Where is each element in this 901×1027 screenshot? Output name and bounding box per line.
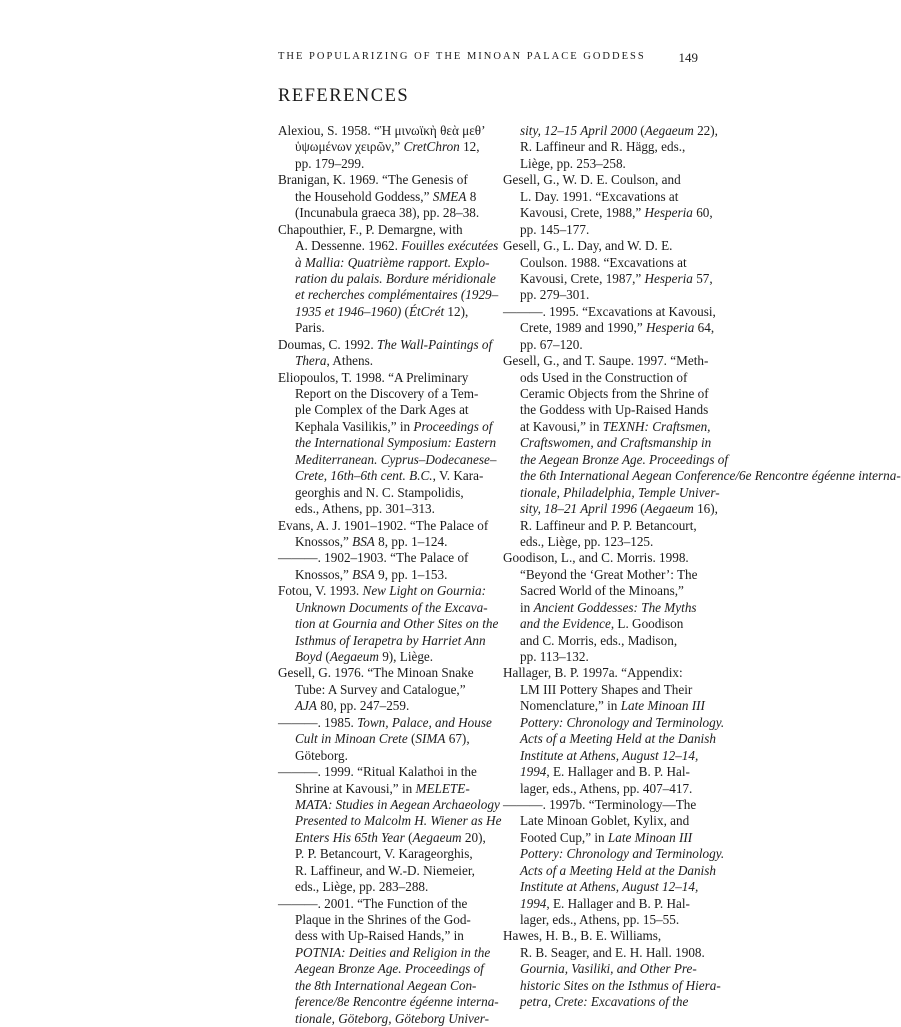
reference-text: (: [322, 649, 330, 664]
reference-text: R. B. Seager, and E. H. Hall. 1908.: [520, 944, 705, 960]
reference-italic-text: Cult in Minoan Crete: [295, 731, 408, 747]
reference-italic-text: BSA: [352, 566, 375, 582]
reference-line: [278, 501, 486, 517]
reference-italic-text: Aegean Bronze Age. Proceedings of: [295, 961, 484, 977]
reference-text: 57,: [692, 270, 713, 286]
reference-text: Shrine at Kavousi,” in: [295, 780, 416, 796]
reference-line: [278, 402, 486, 418]
reference-line: [503, 748, 711, 764]
reference-text: (: [401, 303, 409, 319]
reference-italic-text: 1994: [520, 895, 547, 911]
reference-text: 20),: [461, 829, 486, 845]
reference-line: [278, 172, 486, 188]
reference-entry: [503, 353, 901, 550]
reference-line: [503, 567, 711, 583]
reference-line: [503, 665, 711, 681]
reference-line: [278, 928, 486, 944]
reference-text: pp. 145–177.: [520, 221, 590, 237]
reference-text: lager, eds., Athens, pp. 15–55.: [520, 912, 680, 927]
reference-line: [278, 304, 486, 320]
reference-italic-text: 1994: [520, 764, 547, 780]
reference-italic-text: CretChron: [403, 139, 460, 155]
reference-italic-text: 1935 et 1946–1960): [295, 303, 402, 319]
reference-line: [278, 830, 486, 846]
reference-line: [503, 714, 725, 731]
reference-text: (Incunabula graeca 38), pp. 28–38.: [295, 205, 480, 221]
reference-italic-text: et recherches complémentaires (1929–: [295, 287, 499, 303]
reference-entry: [503, 796, 725, 929]
reference-italic-text: sity, 18–21 April 1996: [520, 501, 637, 517]
reference-line: [278, 796, 500, 813]
reference-entry: [278, 550, 486, 583]
reference-line: [278, 238, 499, 254]
reference-italic-text: Aegaeum: [329, 649, 379, 664]
reference-text: (: [637, 501, 645, 517]
reference-line: [278, 468, 486, 484]
reference-italic-text: Mediterranean. Cyprus–Dodecanese–: [295, 451, 497, 467]
reference-line: [278, 336, 493, 353]
reference-entry: [278, 517, 489, 551]
reference-line: [278, 517, 489, 534]
reference-text: eds., Liège, pp. 123–125.: [520, 533, 654, 549]
reference-line: [278, 254, 490, 271]
reference-text: Evans, A. J. 1901–1902. “The Palace of: [278, 517, 489, 533]
reference-text: Chapouthier, F., P. Demargne, with: [278, 221, 463, 237]
reference-italic-text: TEXNH: Craftsmen,: [602, 418, 711, 434]
reference-italic-text: historic Sites on the Isthmus of Hiera-: [520, 977, 721, 993]
reference-text: lager, eds., Athens, pp. 407–417.: [520, 780, 693, 796]
reference-text: ———. 1995. “Excavations at Kavousi,: [503, 303, 716, 319]
reference-text: Gesell, G. 1976. “The Minoan Snake: [278, 665, 474, 681]
reference-entry: [278, 895, 499, 1027]
reference-line: [278, 649, 486, 665]
reference-text: Gesell, G., W. D. E. Coulson, and: [503, 172, 681, 188]
reference-italic-text: Enters His 65th Year: [295, 829, 405, 845]
reference-italic-text: sity, 12–15 April 2000: [520, 123, 637, 138]
reference-text: 8, pp. 1–124.: [374, 533, 448, 549]
reference-italic-text: and the Evidence: [520, 616, 611, 632]
reference-text: P. P. Betancourt, V. Karageorghis,: [295, 846, 473, 862]
reference-line: [278, 205, 486, 221]
reference-italic-text: petra, Crete: Excavations of the: [520, 994, 689, 1010]
reference-line: [503, 781, 711, 797]
reference-text: 9, pp. 1–153.: [374, 566, 448, 582]
reference-text: Tube: A Survey and Catalogue,”: [295, 681, 466, 697]
reference-italic-text: tion at Gournia and Other Sites on the: [295, 616, 499, 632]
reference-line: [278, 534, 486, 550]
reference-line: [503, 879, 711, 895]
reference-italic-text: Ancient Goddesses: The Myths: [533, 599, 697, 615]
reference-line: [503, 353, 711, 369]
reference-line: [278, 287, 499, 303]
reference-line: [503, 698, 711, 714]
reference-line: [503, 977, 721, 994]
reference-text: Ceramic Objects from the Shrine of: [520, 386, 709, 401]
reference-line: [503, 501, 718, 517]
reference-line: [503, 435, 711, 451]
reference-text: (: [404, 829, 413, 845]
reference-text: 22),: [693, 123, 718, 138]
reference-text: georghis and N. C. Stampolidis,: [295, 484, 464, 500]
reference-line: [503, 189, 711, 205]
reference-text: ———. 2001. “The Function of the: [278, 895, 468, 911]
reference-italic-text: Hesperia: [644, 205, 693, 221]
reference-text: R. Laffineur and P. P. Betancourt,: [520, 517, 697, 533]
reference-text: Gesell, G., L. Day, and W. D. E.: [503, 238, 673, 254]
reference-line: [278, 485, 486, 501]
reference-entry: [278, 583, 499, 665]
reference-line: [503, 320, 715, 336]
reference-text: the Household Goddess,”: [295, 188, 433, 204]
reference-line: [503, 600, 711, 616]
reference-text: ods Used in the Construction of: [520, 369, 688, 385]
reference-italic-text: POTNIA: Deities and Religion in the: [295, 944, 491, 960]
reference-line: [503, 484, 720, 501]
reference-text: Plaque in the Shrines of the God-: [295, 912, 471, 927]
reference-line: [278, 370, 486, 386]
reference-line: [278, 600, 486, 616]
reference-italic-text: Craftswomen, and Craftsmanship in: [520, 435, 712, 451]
reference-text: dess with Up-Raised Hands,” in: [295, 928, 464, 944]
reference-line: [278, 944, 491, 961]
reference-text: LM III Pottery Shapes and Their: [520, 681, 693, 697]
reference-italic-text: the Aegean Bronze Age. Proceedings of: [520, 451, 729, 467]
reference-entry: [278, 221, 499, 337]
reference-italic-text: The Wall-Paintings of: [376, 336, 493, 352]
reference-italic-text: the International Symposium: Eastern: [295, 435, 497, 451]
reference-italic-text: AJA: [295, 698, 317, 714]
reference-text: Göteborg.: [295, 747, 348, 763]
reference-text: R. Laffineur, and W.-D. Niemeier,: [295, 862, 475, 878]
reference-text: (: [407, 731, 416, 747]
reference-text: Eliopoulos, T. 1998. “A Preliminary: [278, 369, 469, 385]
reference-line: [503, 945, 711, 961]
reference-line: [278, 633, 486, 649]
reference-italic-text: Late Minoan III: [607, 829, 693, 845]
reference-line: [503, 764, 711, 780]
reference-line: [503, 862, 716, 879]
reference-line: [278, 435, 497, 451]
reference-entry: [503, 238, 711, 304]
reference-line: [278, 978, 486, 994]
reference-line: [278, 879, 486, 895]
reference-italic-text: Institute at Athens, August 12–14,: [520, 879, 699, 895]
reference-text: Paris.: [295, 320, 325, 336]
reference-entry: [503, 172, 711, 238]
reference-line: [503, 518, 711, 534]
reference-italic-text: Pottery: Chronology and Terminology.: [520, 714, 725, 730]
reference-entry: [278, 123, 486, 172]
reference-line: [278, 781, 486, 797]
reference-line: [278, 1010, 489, 1027]
reference-text: Hallager, B. P. 1997a. “Appendix:: [503, 665, 683, 681]
reference-italic-text: Presented to Malcolm H. Wiener as He: [295, 813, 502, 829]
reference-text: ———. 1985.: [278, 714, 358, 730]
reference-text: Doumas, C. 1992.: [278, 336, 377, 352]
reference-italic-text: Aegaeum: [644, 501, 694, 517]
reference-line: [503, 928, 711, 944]
reference-italic-text: ference/8e Rencontre égéenne interna-: [295, 994, 499, 1010]
reference-line: [278, 550, 486, 566]
reference-italic-text: tionale, Philadelphia, Temple Univer-: [520, 484, 720, 500]
reference-line: [503, 370, 711, 386]
reference-line: [503, 172, 711, 188]
reference-text: Goodison, L., and C. Morris. 1998.: [503, 550, 689, 566]
reference-italic-text: Boyd: [295, 649, 323, 664]
reference-line: [503, 205, 711, 221]
reference-text: Gesell, G., and T. Saupe. 1997. “Meth-: [503, 353, 709, 369]
reference-italic-text: Fouilles exécutées: [401, 238, 499, 254]
reference-italic-text: Unknown Documents of the Excava-: [295, 599, 488, 615]
running-head-title: THE POPULARIZING OF THE MINOAN PALACE GODDESS: [278, 51, 646, 62]
reference-line: [278, 896, 486, 912]
reference-text: 16),: [693, 501, 718, 517]
reference-italic-text: Aegaeum: [644, 123, 694, 138]
reference-line: [278, 451, 497, 468]
reference-text: “Beyond the ‘Great Mother’: The: [520, 566, 698, 582]
reference-line: [503, 550, 711, 566]
reference-text: A. Dessenne. 1962.: [295, 238, 402, 254]
reference-italic-text: SMEA: [432, 188, 467, 204]
reference-line: [503, 303, 716, 320]
reference-text: Kephala Vasilikis,” in: [295, 418, 414, 434]
reference-italic-text: ÉtCrét: [408, 303, 445, 319]
reference-line: [278, 418, 493, 435]
reference-text: Hawes, H. B., B. E. Williams,: [503, 928, 662, 944]
reference-italic-text: Pottery: Chronology and Terminology.: [520, 846, 725, 862]
reference-italic-text: the 8th International Aegean Con-: [295, 977, 477, 993]
reference-line: [278, 714, 492, 731]
reference-text: eds., Liège, pp. 283–288.: [295, 879, 429, 895]
reference-line: [503, 797, 711, 813]
reference-line: [278, 123, 486, 139]
reference-line: [503, 961, 711, 977]
reference-italic-text: Proceedings of: [413, 418, 493, 434]
reference-text: Knossos,”: [295, 533, 353, 549]
reference-line: [278, 912, 486, 928]
reference-entry: [278, 764, 502, 896]
reference-entry: [503, 303, 716, 353]
reference-entry: [278, 336, 493, 370]
reference-italic-text: Institute at Athens, August 12–14,: [520, 747, 699, 763]
reference-line: [503, 830, 711, 846]
reference-line: [278, 764, 486, 780]
reference-line: [278, 156, 486, 172]
reference-italic-text: Aegaeum: [412, 829, 462, 845]
reference-line: [503, 649, 711, 665]
reference-entry: [503, 665, 725, 797]
reference-line: [278, 386, 486, 402]
reference-text: Liège, pp. 253–258.: [520, 155, 626, 171]
reference-line: [503, 583, 711, 599]
reference-line: [503, 994, 711, 1010]
reference-text: 67),: [445, 731, 470, 747]
reference-text: L. Day. 1991. “Excavations at: [520, 188, 679, 204]
reference-line: [278, 270, 496, 287]
reference-text: 60,: [692, 205, 713, 221]
reference-line: [503, 255, 711, 271]
reference-line: [278, 189, 486, 205]
section-title: REFERENCES: [278, 86, 410, 106]
reference-text: Coulson. 1988. “Excavations at: [520, 254, 687, 270]
reference-line: [278, 567, 486, 583]
reference-text: pp. 67–120.: [520, 336, 583, 352]
reference-line: [503, 616, 711, 632]
reference-text: at Kavousi,” in: [520, 418, 603, 434]
reference-italic-text: Hesperia: [644, 270, 693, 286]
reference-line: [503, 813, 711, 829]
reference-italic-text: Town, Palace, and House: [357, 714, 492, 730]
reference-text: pp. 179–299.: [295, 155, 365, 171]
reference-text: Sacred World of the Minoans,”: [520, 583, 684, 599]
reference-italic-text: Thera: [295, 353, 327, 369]
reference-line: [503, 534, 711, 550]
reference-text: Kavousi, Crete, 1988,”: [520, 205, 645, 221]
reference-line: [503, 912, 711, 928]
reference-italic-text: Acts of a Meeting Held at the Danish: [520, 731, 716, 747]
reference-text: and C. Morris, eds., Madison,: [520, 632, 678, 648]
reference-italic-text: Hesperia: [645, 320, 695, 336]
reference-entry: [278, 665, 486, 714]
reference-text: the Goddess with Up-Raised Hands: [520, 402, 709, 418]
reference-italic-text: tionale, Göteborg, Göteborg Univer-: [295, 1010, 489, 1026]
reference-italic-text: Late Minoan III: [620, 698, 705, 714]
reference-line: [503, 222, 711, 238]
reference-line: [503, 731, 716, 747]
reference-text: , Athens.: [326, 353, 374, 369]
reference-line: [503, 123, 718, 139]
reference-line: [503, 271, 711, 287]
reference-text: Late Minoan Goblet, Kylix, and: [520, 813, 690, 829]
reference-entry: [503, 123, 718, 172]
reference-line: [278, 846, 486, 862]
reference-text: , E. Hallager and B. P. Hal-: [546, 895, 690, 911]
reference-text: pp. 279–301.: [520, 287, 590, 303]
reference-text: ὑψωμένων χειρῶν,”: [295, 139, 404, 155]
references-column-left: [278, 123, 502, 1027]
reference-text: Alexiou, S. 1958. “Ἡ μινωϊκὴ θεὰ μεθ’: [278, 123, 486, 138]
reference-text: Kavousi, Crete, 1987,”: [520, 270, 645, 286]
reference-line: [503, 468, 901, 484]
reference-text: , L. Goodison: [610, 616, 684, 632]
reference-entry: [278, 369, 497, 518]
reference-line: [503, 337, 711, 353]
reference-line: [503, 386, 711, 402]
reference-italic-text: à Mallia: Quatrième rapport. Explo-: [295, 254, 490, 270]
page-number: 149: [678, 50, 698, 65]
reference-line: [503, 896, 711, 912]
reference-italic-text: MATA: Studies in Aegean Archaeology: [295, 796, 500, 812]
reference-text: ple Complex of the Dark Ages at: [295, 402, 469, 418]
reference-text: , E. Hallager and B. P. Hal-: [546, 764, 690, 780]
reference-line: [278, 353, 486, 369]
reference-line: [278, 583, 486, 599]
reference-line: [278, 698, 486, 714]
reference-line: [278, 222, 486, 238]
reference-text: Footed Cup,” in: [520, 829, 608, 845]
reference-line: [278, 961, 486, 977]
reference-italic-text: SIMA: [415, 731, 446, 747]
reference-line: [278, 682, 486, 698]
reference-line: [278, 748, 486, 764]
reference-italic-text: Gournia, Vasiliki, and Other Pre-: [520, 961, 697, 977]
reference-italic-text: Isthmus of Ierapetra by Harriet Ann: [295, 632, 486, 648]
reference-line: [278, 813, 502, 829]
reference-text: R. Laffineur and R. Hägg, eds.,: [520, 139, 686, 155]
reference-line: [503, 156, 711, 172]
reference-text: Report on the Discovery of a Tem-: [295, 386, 479, 401]
reference-italic-text: the 6th International Aegean Conference/6e Rencontre égéenne interna-: [520, 468, 901, 484]
reference-text: Branigan, K. 1969. “The Genesis of: [278, 172, 468, 188]
reference-text: 12,: [459, 139, 480, 155]
reference-line: [503, 682, 711, 698]
reference-text: Crete, 1989 and 1990,”: [520, 320, 646, 336]
reference-line: [503, 238, 711, 254]
reference-line: [503, 846, 725, 862]
reference-italic-text: New Light on Gournia:: [362, 583, 486, 599]
reference-line: [278, 320, 486, 336]
reference-entry: [503, 550, 711, 665]
reference-text: 80, pp. 247–259.: [316, 698, 410, 714]
reference-text: (: [637, 123, 645, 138]
reference-italic-text: Crete, 16th–6th cent. B.C.: [295, 468, 433, 484]
reference-text: ———. 1999. “Ritual Kalathoi in the: [278, 764, 477, 780]
reference-line: [278, 665, 486, 681]
reference-line: [278, 139, 486, 155]
reference-entry: [278, 714, 492, 764]
reference-line: [503, 287, 711, 303]
reference-line: [278, 863, 486, 879]
reference-entry: [278, 172, 486, 221]
references-column-right: [503, 123, 901, 1011]
reference-italic-text: MELETE-: [415, 780, 470, 796]
reference-line: [278, 616, 499, 632]
reference-text: Knossos,”: [295, 566, 353, 582]
reference-entry: [503, 928, 721, 1010]
reference-line: [278, 994, 499, 1010]
reference-text: 9), Liège.: [378, 649, 434, 664]
reference-text: pp. 113–132.: [520, 649, 589, 664]
reference-text: ———. 1902–1903. “The Palace of: [278, 550, 469, 566]
reference-line: [503, 451, 729, 468]
reference-text: ———. 1997b. “Terminology—The: [503, 796, 697, 812]
reference-line: [503, 139, 711, 155]
reference-text: , V. Kara-: [432, 468, 484, 484]
reference-italic-text: Acts of a Meeting Held at the Danish: [520, 862, 716, 878]
reference-line: [503, 633, 711, 649]
reference-italic-text: BSA: [352, 533, 375, 549]
reference-text: Fotou, V. 1993.: [278, 583, 363, 599]
reference-line: [278, 731, 486, 747]
reference-text: 8: [466, 188, 477, 204]
reference-line: [503, 419, 711, 435]
reference-italic-text: ration du palais. Bordure méridionale: [295, 270, 496, 286]
reference-text: Nomenclature,” in: [520, 698, 621, 714]
reference-text: 12),: [444, 303, 469, 319]
reference-line: [503, 402, 711, 418]
reference-text: in: [520, 599, 534, 615]
reference-text: eds., Athens, pp. 301–313.: [295, 501, 435, 517]
reference-text: 64,: [694, 320, 715, 336]
